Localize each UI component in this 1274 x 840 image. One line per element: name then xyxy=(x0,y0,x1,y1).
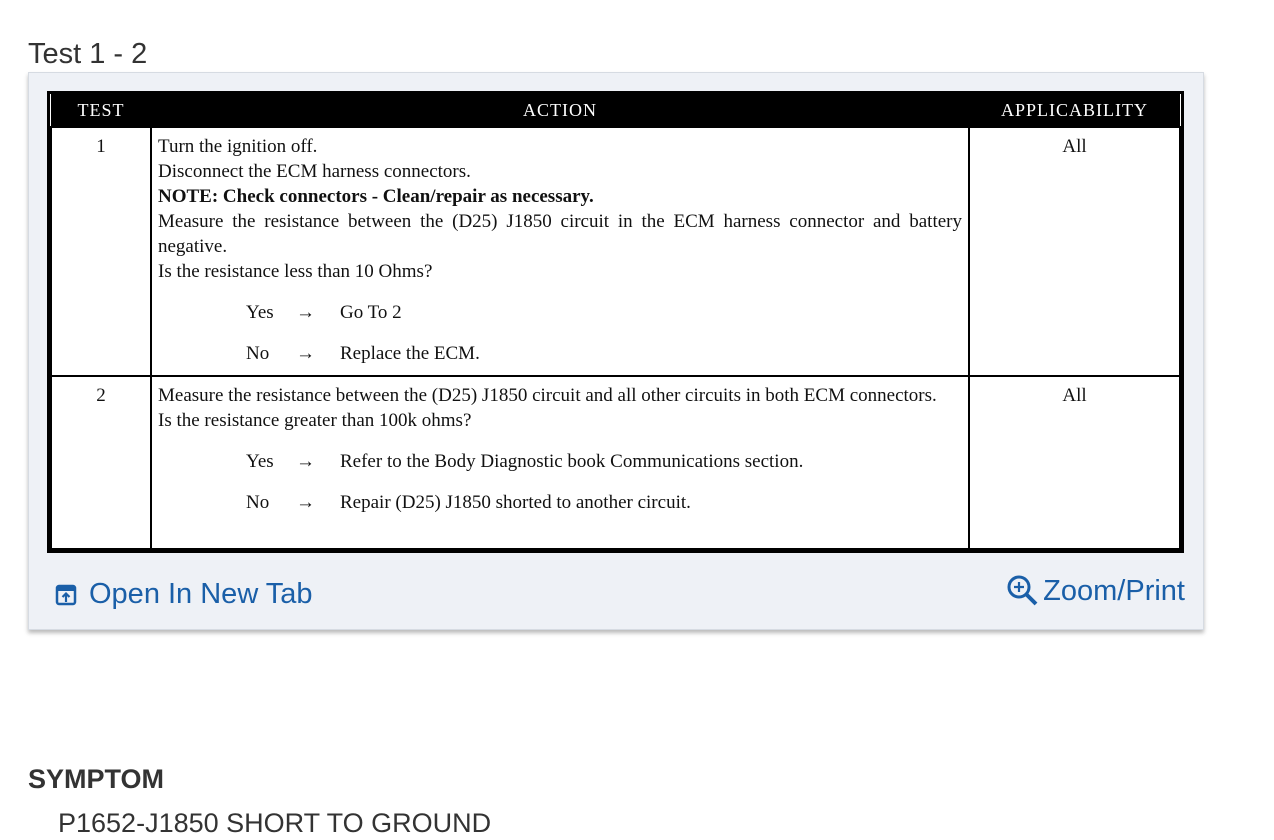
action-line: Turn the ignition off. xyxy=(158,136,318,157)
header-applicability: APPLICABILITY xyxy=(969,94,1180,127)
zoom-in-icon xyxy=(1005,573,1041,609)
test-number: 2 xyxy=(51,376,151,549)
no-outcome: No → Replace the ECM. xyxy=(246,343,480,364)
diagnostic-table-image xyxy=(47,91,1184,553)
action-cell xyxy=(151,376,969,549)
zoom-print-link[interactable] xyxy=(1005,573,1185,609)
figure-card xyxy=(28,72,1204,630)
open-new-tab-icon xyxy=(55,584,77,606)
zoom-print-label: Zoom/Print xyxy=(1043,574,1185,607)
yes-outcome: Yes → Refer to the Body Diagnostic book Communications section. xyxy=(246,451,804,472)
header-action: ACTION xyxy=(151,94,969,127)
action-question: Is the resistance greater than 100k ohms? xyxy=(158,410,472,431)
action-line: Disconnect the ECM harness connectors. xyxy=(158,161,471,182)
yes-outcome: Yes → Go To 2 xyxy=(246,302,402,323)
no-outcome: No → Repair (D25) J1850 shorted to another circuit. xyxy=(246,492,691,513)
action-measure: Measure the resistance between the (D25) J1850 circuit in the ECM harness connector and battery negative. xyxy=(158,211,962,257)
symptom-value: P1652-J1850 SHORT TO GROUND xyxy=(58,808,492,838)
section-title: Test 1 - 2 xyxy=(28,38,148,70)
open-in-new-tab-link[interactable] xyxy=(55,578,313,611)
action-note: NOTE: Check connectors - Clean/repair as necessary. xyxy=(158,186,594,207)
open-in-new-tab-label: Open In New Tab xyxy=(89,578,313,610)
applicability: All xyxy=(969,127,1180,376)
action-question: Is the resistance less than 10 Ohms? xyxy=(158,261,433,282)
action-measure: Measure the resistance between the (D25) J1850 circuit and all other circuits in both ECM connectors. xyxy=(158,385,937,406)
table-row xyxy=(51,127,1180,376)
test-number: 1 xyxy=(51,127,151,376)
header-test: TEST xyxy=(51,94,151,127)
applicability: All xyxy=(969,376,1180,549)
table-row xyxy=(51,376,1180,549)
action-cell xyxy=(151,127,969,376)
symptom-heading: SYMPTOM xyxy=(28,764,165,794)
